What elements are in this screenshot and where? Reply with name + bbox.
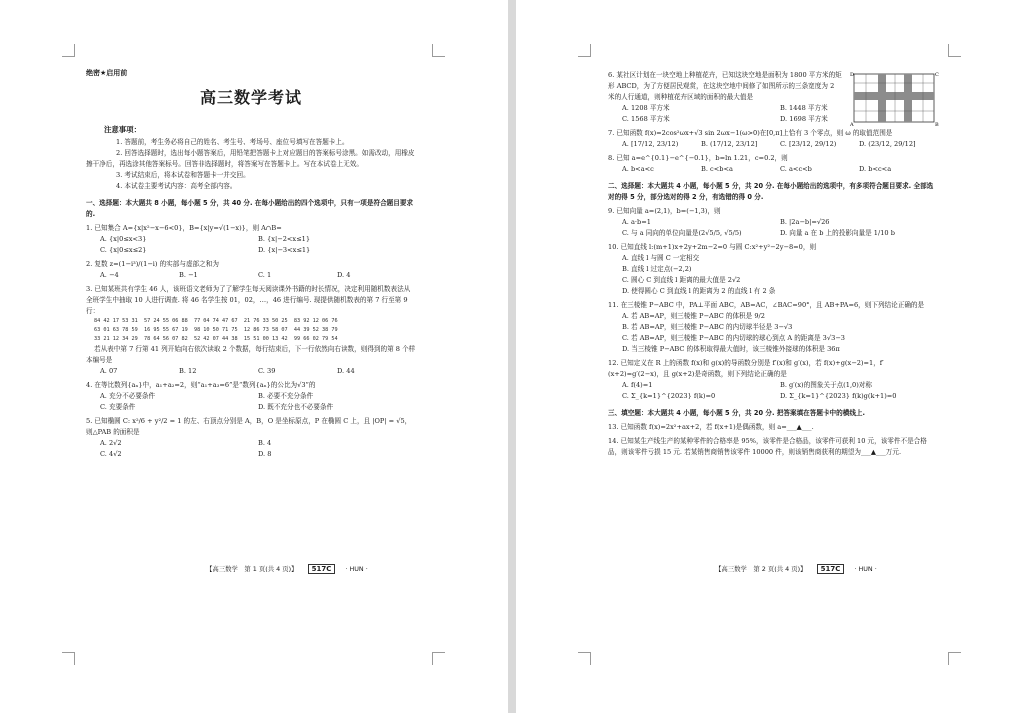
crop-mark	[432, 44, 445, 57]
crop-mark	[62, 652, 75, 665]
option-b: B. 4	[258, 439, 272, 447]
question-stem: 7. 已知函数 f(x)=2cos²ωx+√3 sin 2ωx−1(ω>0)在[0,π]上恰有 3 个零点，则 ω 的取值范围是	[608, 129, 893, 137]
random-number-row: 33 21 12 34 29 78 64 56 07 82 52 42 07 44 38 15 51 00 13 42 99 66 02 79 54	[94, 336, 338, 342]
option-c: C. 39	[258, 367, 276, 375]
question-options	[86, 438, 416, 460]
page-footer	[715, 564, 877, 573]
question-options	[608, 164, 938, 175]
option-c: C. a<c<b	[780, 165, 812, 173]
option-a: A. 2√2	[100, 439, 122, 447]
question-stem: 2. 复数 z=(1−i³)/(1−i) 的实部与虚部之和为	[86, 260, 219, 268]
question-stem: 3. 已知某班共有学生 46 人，该班语文老师为了了解学生每天阅读课外书籍的时长情况，决定利用随机数表法从全班学生中抽取 10 人进行调查. 将 46 名学生按 01，02，…，46 进行编号. 现提供随机数表的第 7 行至第 9 行：	[86, 285, 411, 315]
option-b: B. 1448 平方米	[780, 104, 828, 112]
crop-mark	[432, 652, 445, 665]
option-a: A. 1208 平方米	[622, 104, 670, 112]
question-options	[608, 253, 938, 297]
vertex-label: B	[935, 122, 939, 128]
option-b: B. 直线 l 过定点(−2,2)	[622, 265, 692, 273]
question-stem: 10. 已知直线 l:(m+1)x+2y+2m−2=0 与圆 C:x²+y²−2y−8=0，则	[608, 243, 817, 251]
question-stem: 5. 已知椭圆 C: x²/6 + y²/2 = 1 的左、右顶点分别是 A，B，O 是坐标原点，P 在椭圆 C 上，且 |OP| = √5，则△PAB 的面积是	[86, 417, 412, 436]
option-b: B. (17/12, 23/12]	[701, 140, 758, 148]
option-c: C. 若 AB=AP，则三棱锥 P−ABC 的内切球的球心到点 A 的距离是 3√3−3	[622, 334, 845, 342]
option-c: C. 4√2	[100, 450, 122, 458]
footer-region: · HUN ·	[345, 565, 368, 573]
question-options	[608, 217, 938, 239]
option-d: D. 1698 平方米	[780, 115, 828, 123]
question-stem: 14. 已知某生产线生产的某种零件的合格率是 95%，该零件是合格品，该零件可获利 10 元，该零件不是合格品，则该零件亏损 15 元. 若某销售商销售该零件 10000 件，则该销售商获利的期望为___▲___万元.	[608, 437, 927, 456]
option-b: B. {x|−2<x≤1}	[258, 235, 311, 243]
option-d: D. Σ_{k=1}^{2023} f(k)g(k+1)=0	[780, 392, 897, 400]
question-options	[608, 380, 938, 402]
option-c: C. 1568 平方米	[622, 115, 670, 123]
option-c: C. [23/12, 29/12)	[780, 140, 837, 148]
page-1-content	[86, 68, 416, 460]
option-b: B. c<b<a	[701, 165, 733, 173]
page-2-content	[608, 70, 938, 458]
section-heading: 二、选择题：本大题共 4 小题，每小题 5 分，共 20 分. 在每小题给出的选项中，有多项符合题目要求. 全部选对的得 5 分，部分选对的得 2 分，有选错的得 0 分.	[608, 182, 934, 201]
option-c: C. Σ_{k=1}^{2023} f(k)=0	[622, 392, 716, 400]
crop-mark	[578, 44, 591, 57]
option-d: D. 8	[258, 450, 272, 458]
option-a: A. 若 AB=AP，则三棱锥 P−ABC 的体积是 9/2	[622, 312, 765, 320]
question-options	[608, 139, 938, 150]
vertex-label: D	[850, 72, 855, 78]
option-a: A. {x|0≤x<3}	[100, 235, 147, 243]
option-b: B. 必要不充分条件	[258, 392, 314, 400]
notice-heading: 注意事项：	[104, 125, 141, 134]
option-d: D. 向量 a 在 b 上的投影向量是 1/10 b	[780, 229, 895, 237]
option-a: A. a·b=1	[622, 218, 651, 226]
option-a: A. −4	[100, 271, 119, 279]
option-b: B. g′(x)的图象关于点(1,0)对称	[780, 381, 872, 389]
secret-label: 绝密★启用前	[86, 69, 128, 77]
option-d: D. 使得圆心 C 到直线 l 的距离为 2 的直线 l 有 2 条	[622, 287, 776, 295]
footer-code: 517C	[817, 564, 845, 574]
notice-item: 3. 考试结束后，将本试卷和答题卡一并交回。	[116, 171, 250, 179]
option-d: D. 当三棱锥 P−ABC 的体积取得最大值时，该三棱锥外接球的体积是 36π	[622, 345, 840, 353]
option-a: A. b<a<c	[622, 165, 654, 173]
question-options	[86, 270, 416, 281]
option-c: C. 与 a 同向的单位向量是(2√5/5, √5/5)	[622, 229, 742, 237]
option-a: A. f(4)=1	[622, 381, 653, 389]
vertex-label: A	[850, 122, 854, 128]
question-stem: 11. 在三棱锥 P−ABC 中，PA⊥平面 ABC，AB=AC，∠BAC=90°，且 AB+PA=6，则下列结论正确的是	[608, 301, 925, 309]
question-stem: 1. 已知集合 A={x|x²−x−6<0}，B={x|y=√(1−x)}，则 A∩B=	[86, 224, 282, 232]
notice-item: 2. 回答选择题时，选出每小题答案后，用铅笔把答题卡上对应题目的答案标号涂黑。如需改动，用橡皮擦干净后，再选涂其他答案标号。回答非选择题时，将答案写在答题卡上。写在本试卷上无效。	[86, 149, 415, 168]
option-a: A. 充分不必要条件	[100, 392, 156, 400]
option-d: D. (23/12, 29/12]	[859, 140, 916, 148]
question-stem: 9. 已知向量 a=(2,1)，b=(−1,3)，则	[608, 207, 721, 215]
option-c: C. 充要条件	[100, 403, 136, 411]
page-gutter	[508, 0, 516, 713]
option-d: D. 4	[337, 271, 351, 279]
random-number-row: 84 42 17 53 31 57 24 55 06 88 77 04 74 47 67 21 76 33 50 25 83 92 12 06 76	[94, 318, 338, 324]
footer-region: · HUN ·	[854, 565, 877, 573]
option-b: B. 若 AB=AP，则三棱锥 P−ABC 的内切球半径是 3−√3	[622, 323, 793, 331]
random-number-row: 63 01 63 78 59 16 95 55 67 19 98 10 50 71 75 12 86 73 58 07 44 39 52 38 79	[94, 327, 338, 333]
question-stem: 13. 已知函数 f(x)=2x²+ax+2，若 f(x+1)是偶函数，则 a=___▲___.	[608, 423, 814, 431]
question-stem: 8. 已知 a=e^{0.1}−e^{−0.1}，b=ln 1.21，c=0.2，则	[608, 154, 788, 162]
footer-page-label: 【高三数学 第 2 页(共 4 页)】	[715, 565, 807, 573]
exam-title: 高三数学考试	[199, 88, 302, 107]
option-b: B. −1	[179, 271, 198, 279]
question-text: 若从表中第 7 行第 41 列开始向右依次读取 2 个数据，每行结束后，下一行依然向右读数，则得到的第 8 个样本编号是	[86, 345, 416, 364]
option-d: D. 既不充分也不必要条件	[258, 403, 334, 411]
garden-diagram	[850, 70, 938, 126]
option-b: B. 12	[179, 367, 197, 375]
notice-item: 1. 答题前，考生务必将自己的姓名、考生号、考场号、座位号填写在答题卡上。	[116, 138, 349, 146]
crop-mark	[948, 652, 961, 665]
page-footer	[206, 564, 368, 573]
vertex-label: C	[935, 72, 939, 78]
section-heading: 一、选择题：本大题共 8 小题，每小题 5 分，共 40 分. 在每小题给出的四个选项中，只有一项是符合题目要求的.	[86, 199, 414, 218]
option-a: A. [17/12, 23/12)	[622, 140, 679, 148]
option-d: D. {x|−3<x≤1}	[258, 246, 311, 254]
crop-mark	[578, 652, 591, 665]
crop-mark	[948, 44, 961, 57]
question-stem: 12. 已知定义在 R 上的函数 f(x)和 g(x)的导函数分别是 f′(x)和 g′(x)，若 f(x)+g(x−2)=1，f′(x+2)=g′(2−x)，且 g(x+2)是奇函数，则下列结论正确的是	[608, 359, 884, 378]
crop-mark	[62, 44, 75, 57]
question-options	[86, 234, 416, 256]
option-a: A. 直线 l 与圆 C 一定相交	[622, 254, 700, 262]
question-options	[86, 391, 416, 413]
option-d: D. 44	[337, 367, 355, 375]
exam-page-1	[0, 0, 508, 713]
option-b: B. |2a−b|=√26	[780, 218, 830, 226]
footer-code: 517C	[308, 564, 336, 574]
exam-page-2	[516, 0, 1024, 713]
option-c: C. {x|0≤x≤2}	[100, 246, 147, 254]
option-c: C. 1	[258, 271, 272, 279]
question-options	[86, 366, 416, 377]
question-options	[608, 311, 938, 355]
option-a: A. 07	[100, 367, 118, 375]
question-stem: 6. 某社区计划在一块空地上种植花卉，已知这块空地是面积为 1800 平方米的矩形 ABCD，为了方便居民观赏，在这块空地中间修了如图所示的三条宽度为 2 米的人行通道，则种植花卉区域的面积的最大值是	[608, 71, 842, 101]
notice-item: 4. 本试卷主要考试内容：高考全部内容。	[116, 182, 237, 190]
question-stem: 4. 在等比数列{aₙ}中，a₁+a₂=2，则“a₁+a₃=6”是“数列{aₙ}的公比为√3”的	[86, 381, 316, 389]
option-d: D. b<c<a	[859, 165, 892, 173]
section-heading: 三、填空题：本大题共 4 小题，每小题 5 分，共 20 分. 把答案填在答题卡中的横线上.	[608, 409, 866, 417]
footer-page-label: 【高三数学 第 1 页(共 4 页)】	[206, 565, 298, 573]
option-c: C. 圆心 C 到直线 l 距离的最大值是 2√2	[622, 276, 741, 284]
